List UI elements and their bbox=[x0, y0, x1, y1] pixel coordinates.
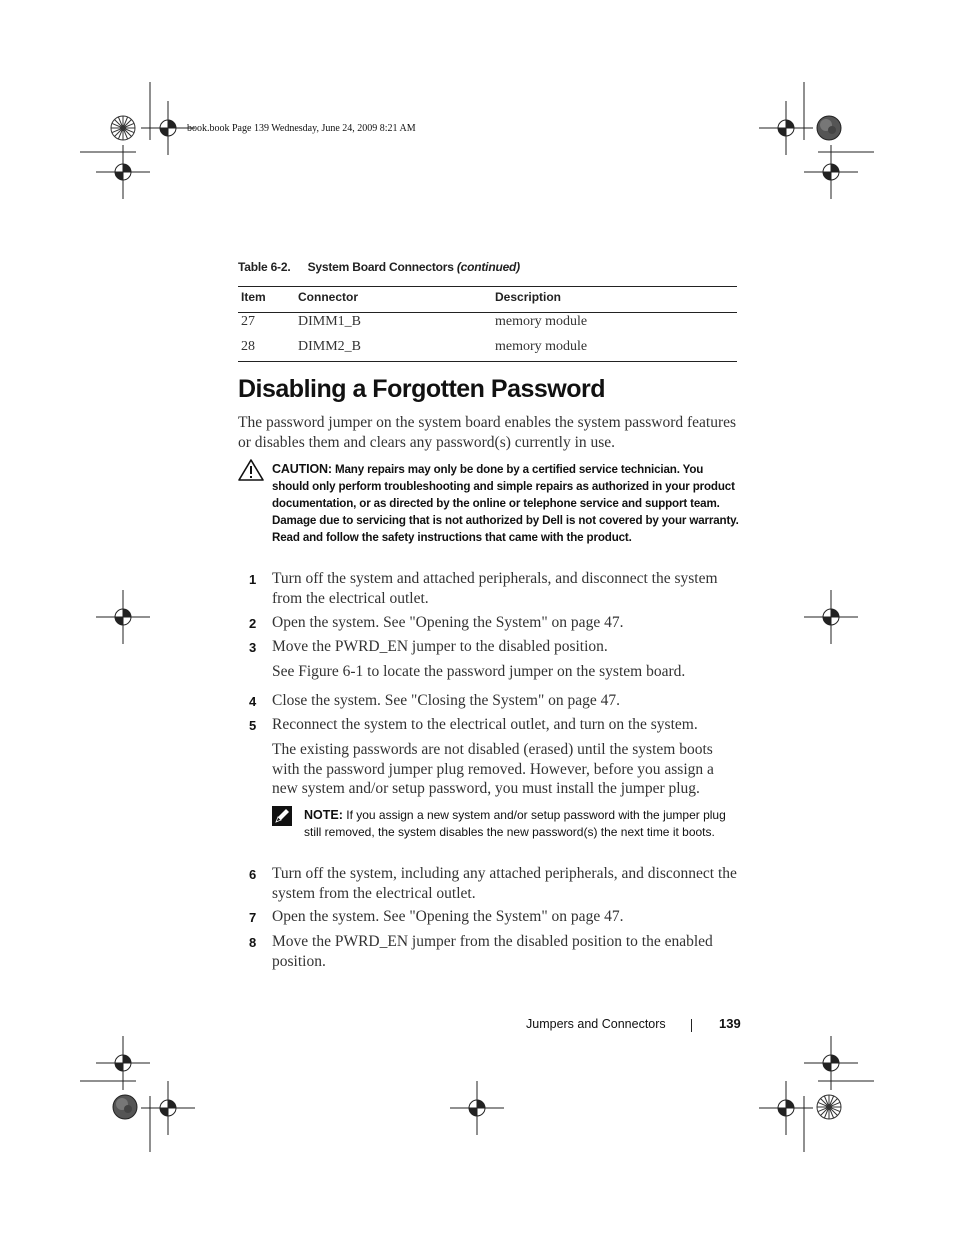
table-caption-continued: (continued) bbox=[456, 260, 520, 274]
table-header-item: Item bbox=[241, 290, 266, 304]
step-text: Open the system. See "Opening the System" on page 47. bbox=[272, 614, 624, 631]
table-cell-connector: DIMM1_B bbox=[298, 314, 362, 329]
step-text: The existing passwords are not disabled (erased) until the system boots with the password jumper plug removed. However, before you assign a new system and/or setup password, you must install the jumper plug. bbox=[272, 741, 714, 797]
note-block bbox=[304, 807, 734, 841]
step-number: 5 bbox=[249, 718, 257, 733]
table-cell-description: memory module bbox=[495, 314, 588, 329]
table-top-rule bbox=[238, 286, 737, 287]
section-heading: Disabling a Forgotten Password bbox=[238, 375, 605, 403]
table-cell-item: 27 bbox=[241, 314, 255, 329]
table-caption-title: System Board Connectors bbox=[307, 260, 454, 274]
step-number: 7 bbox=[249, 910, 257, 925]
print-slug: book.book Page 139 Wednesday, June 24, 2009 8:21 AM bbox=[187, 123, 416, 134]
step-number: 6 bbox=[249, 867, 257, 882]
table-cell-connector: DIMM2_B bbox=[298, 339, 362, 354]
table-header-connector: Connector bbox=[298, 290, 358, 304]
step-number: 4 bbox=[249, 694, 257, 709]
step-text: Move the PWRD_EN jumper from the disabled position to the enabled position. bbox=[272, 933, 713, 970]
table-caption-number: Table 6-2. bbox=[238, 260, 291, 274]
caution-body: Many repairs may only be done by a certified service technician. You should only perform troubleshooting and simple repairs as authorized in your product documentation, or as directed by the online or telephone service and support team. Damage due to servicing that is not authorized by Dell is not covered by your warranty. Read and follow the safety instructions that came with the product. bbox=[272, 463, 739, 544]
note-label: NOTE: bbox=[304, 808, 343, 822]
page-number: 139 bbox=[719, 1016, 741, 1031]
table-bottom-rule bbox=[238, 361, 737, 362]
footer-section-title: Jumpers and Connectors bbox=[526, 1017, 666, 1031]
step-number: 1 bbox=[249, 572, 257, 587]
caution-icon bbox=[238, 459, 264, 481]
step-text: See Figure 6-1 to locate the password jumper on the system board. bbox=[272, 663, 686, 680]
step-text: Turn off the system and attached peripherals, and disconnect the system from the electrical outlet. bbox=[272, 570, 718, 607]
note-pencil-icon bbox=[272, 806, 292, 826]
step-text: Reconnect the system to the electrical outlet, and turn on the system. bbox=[272, 716, 698, 733]
step-text: Open the system. See "Opening the System" on page 47. bbox=[272, 908, 624, 925]
step-number: 3 bbox=[249, 640, 257, 655]
step-text: Close the system. See "Closing the System" on page 47. bbox=[272, 692, 621, 709]
footer-separator bbox=[691, 1019, 692, 1032]
table-cell-item: 28 bbox=[241, 339, 255, 354]
table-header-rule bbox=[238, 312, 737, 313]
table-cell-description: memory module bbox=[495, 339, 588, 354]
intro-paragraph: The password jumper on the system board enables the system password features or disables them and clears any password(s) currently in use. bbox=[238, 414, 737, 451]
step-text: Turn off the system, including any attached peripherals, and disconnect the system from the electrical outlet. bbox=[272, 865, 737, 902]
table-caption bbox=[238, 260, 520, 274]
note-body: If you assign a new system and/or setup password with the jumper plug still removed, the system disables the new password(s) the next time it boots. bbox=[304, 808, 726, 839]
caution-block bbox=[272, 461, 740, 546]
step-text: Move the PWRD_EN jumper to the disabled position. bbox=[272, 638, 608, 655]
caution-label: CAUTION: bbox=[272, 462, 332, 476]
step-number: 2 bbox=[249, 616, 257, 631]
table-header-description: Description bbox=[495, 290, 562, 304]
step-number: 8 bbox=[249, 935, 257, 950]
